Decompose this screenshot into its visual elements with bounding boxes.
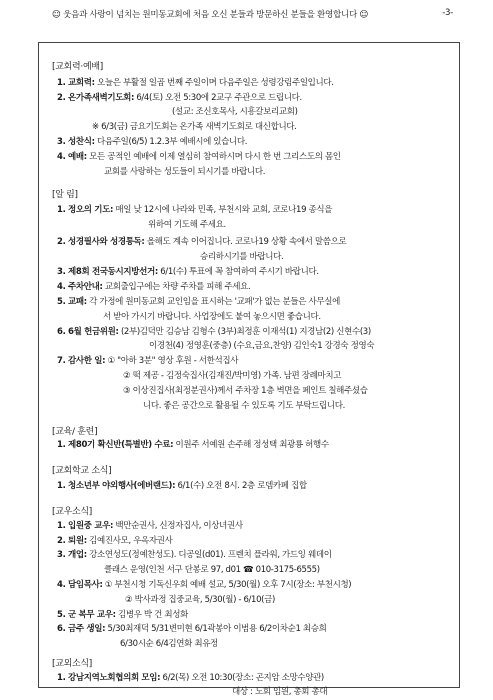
- notice-election: 3. 제8회 전국동시지방선거: 6/1(수) 투표에 꼭 참여하여 주시기 바랍니다.: [57, 267, 319, 278]
- worship-item-communion: 3. 성찬식: 다음주일(6/5) 1.2.3부 예배시에 있습니다.: [57, 136, 248, 147]
- notice-noon-prayer-cont: 위하여 기도해 주세요.: [148, 220, 226, 231]
- notice-bible-reading-cont: 승리하시기를 바랍니다.: [200, 251, 284, 262]
- worship-item-dawn-prayer: 2. 온가족새벽기도회: 6/4(토) 오전 5:30에 2교구 주관으로 드립니다.: [57, 92, 302, 103]
- notice-offering-committee: 6. 6월 헌금위원: (2부)김덕만 김승남 김형수 (3부)최정훈 이재석(1) 지경남(2) 신현수(3): [57, 326, 371, 337]
- page-header: [0, 8, 493, 24]
- worship-item-dawn-prayer-note: ※ 6/3(금) 금요기도회는 온가족 새벽기도회로 대신합니다.: [92, 122, 297, 133]
- members-military-service: 5. 군 복무 교우: 김병우 박 건 최성화: [57, 609, 188, 620]
- members-business-opening-cont: 클래스 운영(인천 서구 단봉로 97, d01 ☎ 010-3175-6555): [104, 565, 320, 576]
- welcome-banner: ☺ 웃음과 사랑이 넘치는 원미동교회에 처음 오신 분들과 방문하신 분들을 환영합니다 ☺: [52, 10, 369, 20]
- notice-door-plate-cont: 서 받아 가시기 바랍니다. 사업장에도 붙여 놓으시면 좋습니다.: [103, 311, 321, 322]
- education-graduation: 1. 제80기 확신반(특별반) 수료: 이원주 서예원 손주해 정성택 최광룡 허행수: [57, 440, 329, 451]
- notice-noon-prayer: 1. 정오의 기도: 매일 낮 12시에 나라와 민족, 부천시와 교회, 코로나19 종식을: [57, 205, 333, 216]
- page-number: -3-: [442, 8, 453, 18]
- external-presbytery-meeting-cont: 대상 : 노회 임원, 총회 총대: [232, 687, 328, 698]
- members-pastor-schedule: 4. 담임목사: ① 부천시청 기독신우회 예배 설교, 5/30(월) 오후 7시(장소: 부천시청): [57, 580, 352, 591]
- worship-item-service-cont: 교회를 사랑하는 성도들이 되시기를 바랍니다.: [104, 166, 266, 177]
- external-presbytery-meeting: 1. 강남지역노회협의회 모임: 6/2(목) 오전 10:30(장소: 곤지암 소망수양관): [57, 672, 324, 683]
- members-pastor-schedule-cont: ② 박사과정 집중교육, 5/30(월) - 6/10(금): [125, 594, 275, 605]
- members-discharged: 2. 퇴원: 김예진사모, 우옥자권사: [57, 535, 173, 546]
- notice-thanks-3: ③ 이상진집사(최정분권사)께서 주차장 1층 벽면을 페인트 칠해주셨습: [123, 385, 368, 396]
- church-school-outing: 1. 청소년부 야외행사(에버랜드): 6/1(수) 오전 8시. 2층 로뎀카페 집합: [57, 481, 307, 492]
- members-birthdays: 6. 금주 생일: 5/30최재덕 5/31변미현 6/1곽봉아 이범용 6/2이차순1 최승희: [57, 624, 327, 635]
- notice-thanks-3-cont: 니다. 좋은 공간으로 활용될 수 있도록 기도 부탁드립니다.: [143, 400, 345, 411]
- section-title-members: [교우소식]: [52, 507, 92, 518]
- members-business-opening: 3. 개업: 강소연성도(정예찬성도). 디공일(d01). 프렌치 플라워, 가드잉 웨데이: [57, 550, 332, 561]
- section-title-notices: [알 림]: [52, 189, 78, 200]
- worship-item-service: 4. 예배: 모든 공적인 예배에 이제 열심히 참여하시며 다시 한 번 그리스도의 몸인: [57, 151, 341, 162]
- section-title-church-school: [교회학교 소식]: [52, 466, 112, 477]
- notice-parking: 4. 주차안내: 교회출입구에는 차량 주차를 피해 주세요.: [57, 282, 251, 293]
- notice-thanks-1: 7. 감사한 일: ① "아하 3분" 영상 후원 - 서한석집사: [57, 356, 239, 367]
- notice-offering-committee-cont: 이경천(4) 정영훈(중층) (수요,금요,찬양) 김인숙1 강경숙 정영숙: [149, 341, 375, 352]
- section-title-external: [교외소식]: [52, 658, 92, 669]
- notice-door-plate: 5. 교패: 각 가정에 원미동교회 교인임을 표시하는 '교패'가 없는 분들은 사무실에: [57, 296, 340, 307]
- members-hospitalized: 1. 입원중 교우: 백만순권사, 신정자집사, 이상녀권사: [57, 520, 243, 531]
- section-title-worship: [교회력·예배]: [52, 62, 103, 73]
- section-title-education: [교육/ 훈련]: [52, 426, 98, 437]
- notice-bible-reading: 2. 성경필사와 성경통독: 올해도 계속 이어집니다. 코로나19 상황 속에서 말씀으로: [57, 236, 347, 247]
- worship-item-calendar: 1. 교회력: 오늘은 부활절 일곱 번째 주일이며 다음주일은 성령강림주일입니다.: [57, 77, 334, 88]
- members-birthdays-cont: 6/30시순 6/4김연화 최유정: [120, 639, 218, 650]
- worship-item-dawn-prayer-preacher: (설교: 조신호목사, 시흥갈보리교회): [172, 107, 298, 118]
- notice-thanks-2: ② 떡 제공 - 김정숙집사(김재진/박미영) 가족. 남편 장례마치고: [123, 370, 342, 381]
